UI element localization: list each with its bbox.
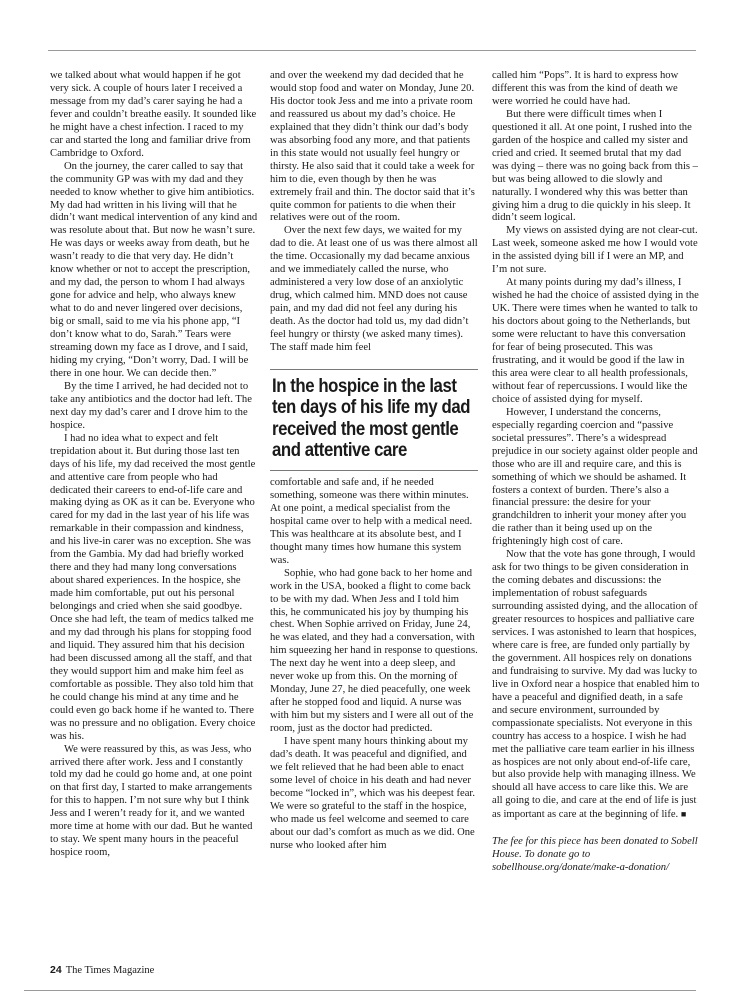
- paragraph: and over the weekend my dad decided that he would stop food and water on Monday, June 20. His doctor took Jess and me into a private room and reassured us about my dad’s choice. He explained that they didn’t think our dad’s body was absorbing food any more, and that patients in this state would not usually feel hungry or thirsty. He also said that it could take a week for him to die, even though by then he was extremely frail and thin. The doctor said that it’s quite common for patients to die when their relatives were out of the room.: [270, 70, 475, 224]
- paragraph: Over the next few days, we waited for my dad to die. At least one of us was there almost all the time. Occasionally my dad became anxious and we immediately called the nurse, who administered a very low dose of an anxiolytic drug, which calmed him. MND does not cause pain, and my dad did not feel any during his death. As the doctor had told us, my dad didn’t feel hungry or thirsty (we asked many times). The staff made him feel: [270, 225, 478, 354]
- column-3: [492, 70, 700, 875]
- paragraph: On the journey, the carer called to say that the community GP was with my dad and they needed to know whether to give him antibiotics. My dad had written in his living will that he didn’t want medical intervention of any kind and was resolute about that. But now he wasn’t sure. He was days or weeks away from death, but he wasn’t ready to die that very day. He didn’t know whether or not to accept the prescription, and my dad, the person to whom I had always gone for advice and help, who always knew what to do and never lingered over decisions, big or small, said to me via his phone app, “I don’t know what to do, Sarah.” Tears were streaming down my face as I drove, and I said, hiding my crying, “Don’t worry, Dad. I will be there in one hour. We can decide then.”: [50, 160, 258, 379]
- paragraph: we talked about what would happen if he got very sick. A couple of hours later I received a message from my dad’s carer saying he had a fever and couldn’t breathe easily. It sounded like he might have a chest infection. I raced to my car and started the long and familiar drive from Cambridge to Oxford.: [50, 70, 257, 159]
- paragraph-last: [492, 549, 700, 822]
- folio: [50, 964, 154, 976]
- donation-footnote: The fee for this piece has been donated to Sobell House. To donate go to sobellhouse.org/donate/make-a-donation/: [492, 836, 698, 874]
- paragraph: But there were difficult times when I questioned it all. At one point, I rushed into the garden of the hospice and called my sister and cried and cried. It seemed brutal that my dad was dying – there was no going back from this – but was being allowed to die slowly and naturally. I wondered why this was better than giving him a drug to die quickly in his sleep. It didn’t seem logical.: [492, 108, 698, 224]
- pull-quote: In the hospice in the last ten days of his life my dad received the most gentle and attentive care: [272, 374, 471, 462]
- publication-name: The Times Magazine: [65, 965, 155, 976]
- end-mark-icon: ■: [680, 809, 687, 820]
- pullquote-rule-top: [270, 369, 478, 370]
- paragraph-text: Now that the vote has gone through, I would ask for two things to be given consideration in the coming debates and discussions: the implementation of robust safeguards surrounding assisted dying, and the allocation of greater resources to hospices and palliative care services. I was astonished to learn that hospices, where care is free, are funded only partially by the government. All hospices rely on donations and fundraising to survive. My dad was lucky to live in Oxford near a hospice that enabled him to have a peaceful and dignified death, in a safe and secure environment, surrounded by compassionate specialists. Not everyone in this country has access to a hospice. I wish he had met the palliative care team earlier in his illness as hospices are not only about end-of-life care, but also provide help with managing illness. We should all have access to care like this. We are all going to die, and care at the end of life is just as important as care at the beginning of life.: [492, 549, 700, 821]
- paragraph: Sophie, who had gone back to her home and work in the USA, booked a flight to come back to be with my dad. When Jess and I told him this, he communicated his joy by thumping his chest. When Sophie arrived on Friday, June 24, he was elated, and they had a conversation, with him squeezing her hand in response to questions. The next day he went into a deep sleep, and never woke up from this. On the morning of Monday, June 27, he died peacefully, one week after he stopped food and liquid. A nurse was with him but my sisters and I were all out of the room, just as the doctor had predicted.: [270, 567, 478, 735]
- column-2: [270, 70, 478, 853]
- paragraph: comfortable and safe and, if he needed something, someone was there within minutes. At one point, a medical specialist from the hospital came over to help with a medical need. This was healthcare at its absolute best, and I thought many times how humane this system was.: [270, 476, 473, 566]
- page-number: 24: [50, 964, 62, 976]
- column-1: [50, 70, 258, 860]
- paragraph: At many points during my dad’s illness, I wished he had the choice of assisted dying in the UK. There were times when he wanted to talk to his doctors about going to the Netherlands, but some were reluctant to have this conversation for fear of being prosecuted. This was frustrating, and it would be good if the law in this area were clear to all health professionals, without fear of repercussions. I would like the choice of assisted dying for myself.: [492, 277, 699, 405]
- paragraph: My views on assisted dying are not clear-cut. Last week, someone asked me how I would vote in the assisted dying bill if I were an MP, and I’m not sure.: [492, 225, 698, 276]
- paragraph: However, I understand the concerns, especially regarding coercion and “passive societal pressures”. There’s a widespread prejudice in our society against older people and those who are ill and require care, and this is something of which we should be ashamed. It fosters a context of burden. There’s also a financial pressure: the desire for your grandchildren to inherit your money after you die rather than it being used up on the frighteningly high cost of care.: [492, 406, 698, 548]
- paragraph: I had no idea what to expect and felt trepidation about it. But during those last ten days of his life, my dad received the most gentle and attentive care from people who had dedicated their careers to end-of-life care and making dying as OK as it can be. Everyone who cared for my dad in the last year of his life was remarkable in their compassion and kindness, and his live-in carer was no exception. She was from the Gambia. My dad had briefly worked there and they had many long conversations about shared experiences. In the hospice, she made him comfortable, put out his personal belongings and cried when she said goodbye. Once she had left, the team of medics talked me and my dad through his plans for stopping food and liquid. They assured him that his decision had been discussed among all the staff, and that they would support him and make him feel as comfortable as possible. They also told him that he could change his mind at any time and he could even go back home if he wanted to. There was no pressure and no obligation. Every choice was his.: [50, 432, 256, 742]
- top-rule: [48, 50, 696, 51]
- paragraph: We were reassured by this, as was Jess, who arrived there after work. Jess and I constantly told my dad he could go home and, at one point on that first day, I started to make arrangements for this to happen. I’m not sure why but I think Jess and I weren’t ready for it, and we wanted more time at home with our dad. But he wanted to stay. We spent many hours in the peaceful hospice room,: [50, 743, 253, 859]
- paragraph: I have spent many hours thinking about my dad’s death. It was peaceful and dignified, and we felt relieved that he had been able to enact some level of choice in his death and had never become “locked in”, which was his deepest fear. We were so grateful to the staff in the hospice, who made us feel welcome and seemed to care about our dad’s comfort as much as we did. One nurse who looked after him: [270, 736, 476, 851]
- bottom-rule: [24, 990, 696, 991]
- paragraph: By the time I arrived, he had decided not to take any antibiotics and the doctor had left. The next day my dad’s carer and I drove him to the hospice.: [50, 380, 252, 431]
- paragraph: called him “Pops”. It is hard to express how different this was from the kind of death we were worried he could have had.: [492, 70, 679, 107]
